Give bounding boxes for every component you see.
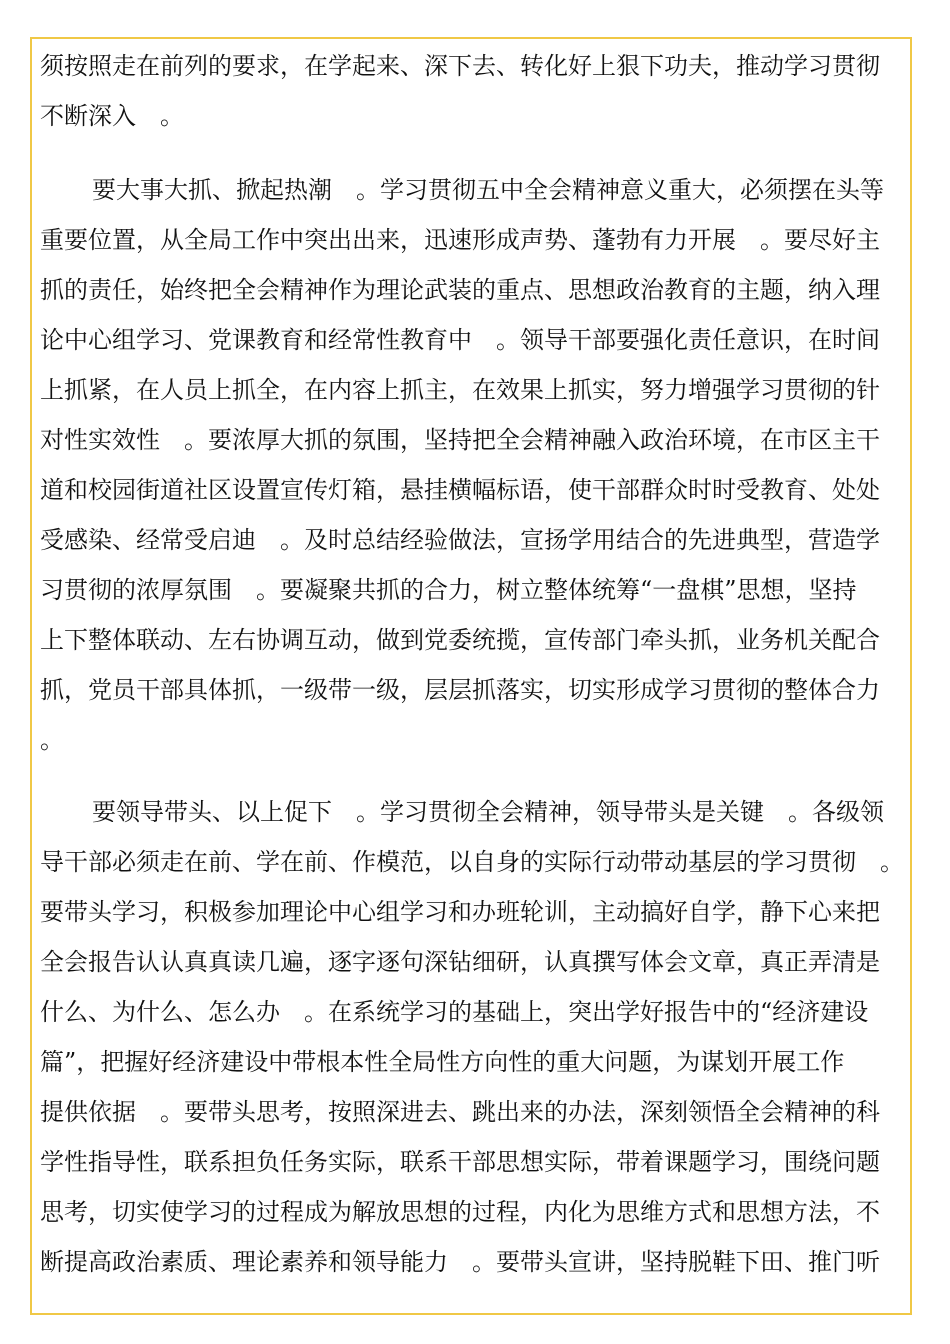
text-line: 提供依据 。要带头思考，按照深进去、跳出来的办法，深刻领悟全会精神的科 (40, 1098, 880, 1126)
text-line: 全会报告认认真真读几遍，逐字逐句深钻细研，认真撰写体会文章，真正弄清是 (40, 948, 880, 976)
text-line: 要大事大抓、掀起热潮 。学习贯彻五中全会精神意义重大，必须摆在头等 (92, 176, 884, 204)
text-line: 习贯彻的浓厚氛围 。要凝聚共抓的合力，树立整体统筹“一盘棋”思想，坚持 (40, 576, 857, 604)
text-line: 道和校园街道社区设置宣传灯箱，悬挂横幅标语，使干部群众时时受教育、处处 (40, 476, 880, 504)
text-line: 论中心组学习、党课教育和经常性教育中 。领导干部要强化责任意识，在时间 (40, 326, 880, 354)
text-line: 断提高政治素质、理论素养和领导能力 。要带头宣讲，坚持脱鞋下田、推门听 (40, 1248, 880, 1276)
text-line: 篇”，把握好经济建设中带根本性全局性方向性的重大问题，为谋划开展工作 (40, 1048, 845, 1076)
text-line: 上抓紧，在人员上抓全，在内容上抓主，在效果上抓实，努力增强学习贯彻的针 (40, 376, 880, 404)
text-line: 抓的责任，始终把全会精神作为理论武装的重点、思想政治教育的主题，纳入理 (40, 276, 880, 304)
text-line: 抓，党员干部具体抓，一级带一级，层层抓落实，切实形成学习贯彻的整体合力 (40, 676, 880, 704)
text-line: 。 (40, 726, 64, 754)
text-line: 对性实效性 。要浓厚大抓的氛围，坚持把全会精神融入政治环境，在市区主干 (40, 426, 880, 454)
text-line: 受感染、经常受启迪 。及时总结经验做法，宣扬学用结合的先进典型，营造学 (40, 526, 880, 554)
text-line: 学性指导性，联系担负任务实际，联系干部思想实际，带着课题学习，围绕问题 (40, 1148, 880, 1176)
text-line: 须按照走在前列的要求，在学起来、深下去、转化好上狠下功夫，推动学习贯彻 (40, 52, 880, 80)
text-line: 导干部必须走在前、学在前、作模范，以自身的实际行动带动基层的学习贯彻 。 (40, 848, 904, 876)
text-line: 要领导带头、以上促下 。学习贯彻全会精神，领导带头是关键 。各级领 (92, 798, 884, 826)
text-line: 上下整体联动、左右协调互动，做到党委统揽，宣传部门牵头抓，业务机关配合 (40, 626, 880, 654)
text-line: 重要位置，从全局工作中突出出来，迅速形成声势、蓬勃有力开展 。要尽好主 (40, 226, 880, 254)
text-line: 思考，切实使学习的过程成为解放思想的过程，内化为思维方式和思想方法，不 (40, 1198, 880, 1226)
text-line: 什么、为什么、怎么办 。在系统学习的基础上，突出学好报告中的“经济建设 (40, 998, 869, 1026)
text-line: 要带头学习，积极参加理论中心组学习和办班轮训，主动搞好自学，静下心来把 (40, 898, 880, 926)
text-line: 不断深入 。 (40, 102, 184, 130)
